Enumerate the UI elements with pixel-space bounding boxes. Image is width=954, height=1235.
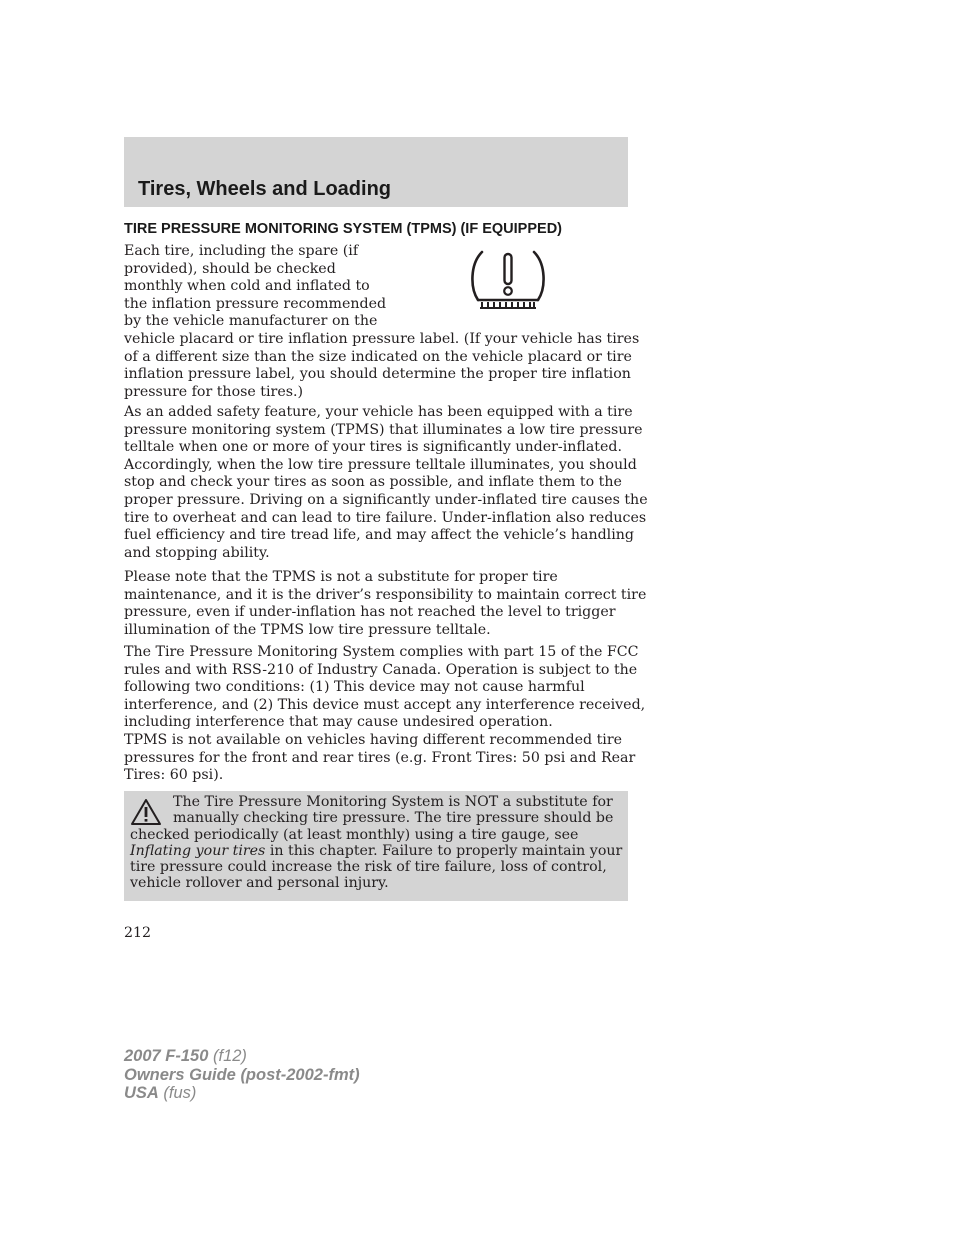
text-line: pressure, even if under-inflation has not reached the level to trigger xyxy=(124,604,616,621)
footer-guide-name: Owners Guide (post-2002-fmt) xyxy=(124,1065,360,1084)
warning-line: checked periodically (at least monthly) using a tire gauge, see xyxy=(130,826,579,843)
text-line: following two conditions: (1) This device may not cause harmful xyxy=(124,679,585,696)
cross-reference-link: Inflating your tires xyxy=(130,842,266,859)
text-line: interference, and (2) This device must accept any interference received, xyxy=(124,696,646,713)
text-line: inflation pressure label, you should determine the proper tire inflation xyxy=(124,366,631,383)
warning-line xyxy=(130,843,624,859)
warning-line-rest: in this chapter. Failure to properly maintain your xyxy=(265,842,623,859)
text-line: As an added safety feature, your vehicle has been equipped with a tire xyxy=(124,404,633,420)
paragraph-availability xyxy=(124,732,636,785)
warning-text xyxy=(130,794,624,892)
text-line: telltale when one or more of your tires is significantly under-inflated. xyxy=(124,439,622,456)
footer-region-code: (fus) xyxy=(158,1084,197,1102)
text-line: and stopping ability. xyxy=(124,544,270,561)
footer-model xyxy=(124,1047,360,1066)
footer-guide xyxy=(124,1066,360,1085)
document-footer xyxy=(124,1047,360,1103)
text-line: fuel efficiency and tire tread life, and may affect the vehicle’s handling xyxy=(124,527,634,544)
text-line: pressure monitoring system (TPMS) that illuminates a low tire pressure xyxy=(124,421,643,438)
text-line: vehicle placard or tire inflation pressure label. (If your vehicle has tires xyxy=(124,330,640,347)
text-line: pressures for the front and rear tires (e.g. Front Tires: 50 psi and Rear xyxy=(124,749,636,766)
text-line: monthly when cold and inflated to xyxy=(124,278,370,295)
warning-box xyxy=(124,791,628,901)
paragraph-safety-feature xyxy=(124,404,648,562)
paragraph-tpms-intro xyxy=(124,243,640,401)
paragraph-not-substitute xyxy=(124,569,647,639)
text-line: pressure for those tires.) xyxy=(124,383,304,400)
chapter-title: Tires, Wheels and Loading xyxy=(138,178,392,200)
text-line: illumination of the TPMS low tire pressure telltale. xyxy=(124,621,491,638)
text-line: The Tire Pressure Monitoring System complies with part 15 of the FCC xyxy=(124,644,639,660)
text-line: rules and with RSS-210 of Industry Canada. Operation is subject to the xyxy=(124,661,638,678)
footer-region xyxy=(124,1084,360,1103)
text-line: Each tire, including the spare (if xyxy=(124,243,359,259)
paragraph-fcc-compliance xyxy=(124,644,646,732)
text-line: tire to overheat and can lead to tire failure. Under-inflation also reduces xyxy=(124,509,647,526)
text-line: stop and check your tires as soon as possible, and inflate them to the xyxy=(124,474,622,491)
page-number: 212 xyxy=(124,925,152,941)
text-line: maintenance, and it is the driver’s responsibility to maintain correct tire xyxy=(124,586,647,603)
text-line: TPMS is not available on vehicles having different recommended tire xyxy=(124,732,623,748)
text-line: Please note that the TPMS is not a substitute for proper tire xyxy=(124,569,558,585)
warning-line: The Tire Pressure Monitoring System is NOT a substitute for xyxy=(173,794,613,810)
text-line: including interference that may cause undesired operation. xyxy=(124,714,553,731)
warning-line: manually checking tire pressure. The tire pressure should be xyxy=(173,810,614,827)
warning-line: tire pressure could increase the risk of tire failure, loss of control, xyxy=(130,859,607,876)
footer-model-name: 2007 F-150 xyxy=(124,1047,209,1065)
text-line: by the vehicle manufacturer on the xyxy=(124,313,378,330)
text-line: Accordingly, when the low tire pressure telltale illuminates, you should xyxy=(124,456,637,473)
text-line: the inflation pressure recommended xyxy=(124,295,387,312)
footer-model-code: (f12) xyxy=(208,1047,247,1065)
section-heading: TIRE PRESSURE MONITORING SYSTEM (TPMS) (IF EQUIPPED) xyxy=(124,221,562,237)
text-line: of a different size than the size indicated on the vehicle placard or tire xyxy=(124,348,632,365)
text-line: Tires: 60 psi). xyxy=(124,767,224,784)
text-line: proper pressure. Driving on a significantly under-inflated tire causes the xyxy=(124,491,648,508)
footer-region-name: USA xyxy=(124,1084,159,1102)
text-line: provided), should be checked xyxy=(124,260,336,277)
warning-line: vehicle rollover and personal injury. xyxy=(130,875,389,892)
